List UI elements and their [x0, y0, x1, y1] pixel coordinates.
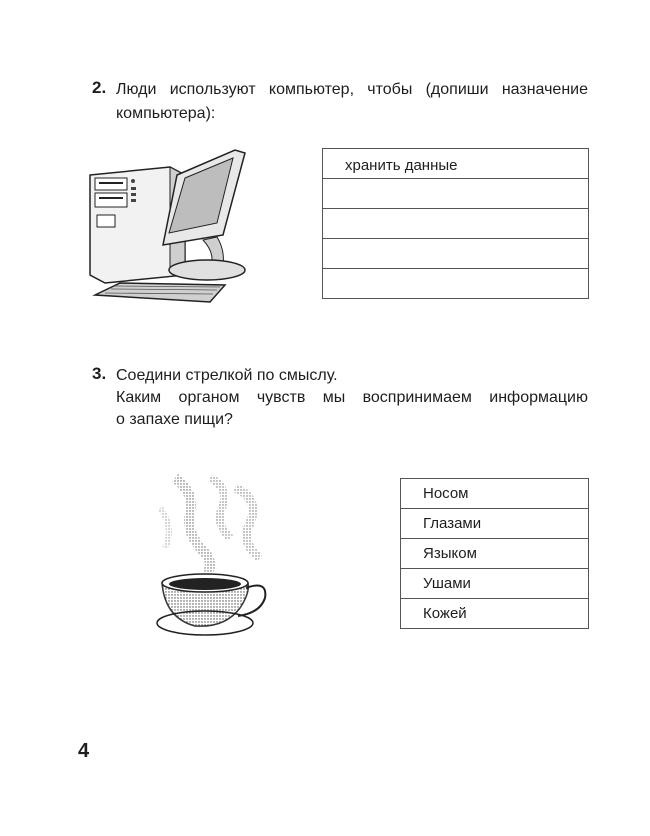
- option-ears[interactable]: [401, 569, 588, 599]
- steaming-cup-illustration: [150, 468, 280, 648]
- answer-row-3[interactable]: [323, 209, 588, 239]
- option-eyes[interactable]: [401, 509, 588, 539]
- task-2-question-line-1: Люди используют компьютер, чтобы (допиши назначение: [116, 81, 588, 98]
- page-number: 4: [78, 740, 90, 762]
- task-3-instruction: Соедини стрелкой по смыслу.: [116, 367, 338, 384]
- option-tongue[interactable]: [401, 539, 588, 569]
- option-nose[interactable]: [401, 479, 588, 509]
- option-nose-label: Носом: [423, 485, 469, 502]
- task-3-question-line-1: Каким органом чувств мы воспринимаем информацию: [116, 389, 588, 406]
- option-skin-label: Кожей: [423, 605, 467, 622]
- task-3-number: 3.: [92, 364, 107, 383]
- task-3-question-line-2: о запахе пищи?: [116, 411, 233, 428]
- task-2-number: 2.: [92, 78, 107, 97]
- option-eyes-label: Глазами: [423, 515, 482, 532]
- task-2-question-line-2: компьютера):: [116, 105, 216, 122]
- computer-illustration: [85, 145, 260, 310]
- option-skin[interactable]: [401, 599, 588, 627]
- answer-row-4[interactable]: [323, 239, 588, 269]
- answer-row-1-text: хранить данные: [345, 157, 458, 174]
- task-2-answer-table: [322, 148, 589, 299]
- option-ears-label: Ушами: [423, 575, 471, 592]
- answer-row-5[interactable]: [323, 269, 588, 297]
- answer-row-2[interactable]: [323, 179, 588, 209]
- answer-row-1[interactable]: [323, 149, 588, 179]
- option-tongue-label: Языком: [423, 545, 477, 562]
- task-3-options-table: [400, 478, 589, 629]
